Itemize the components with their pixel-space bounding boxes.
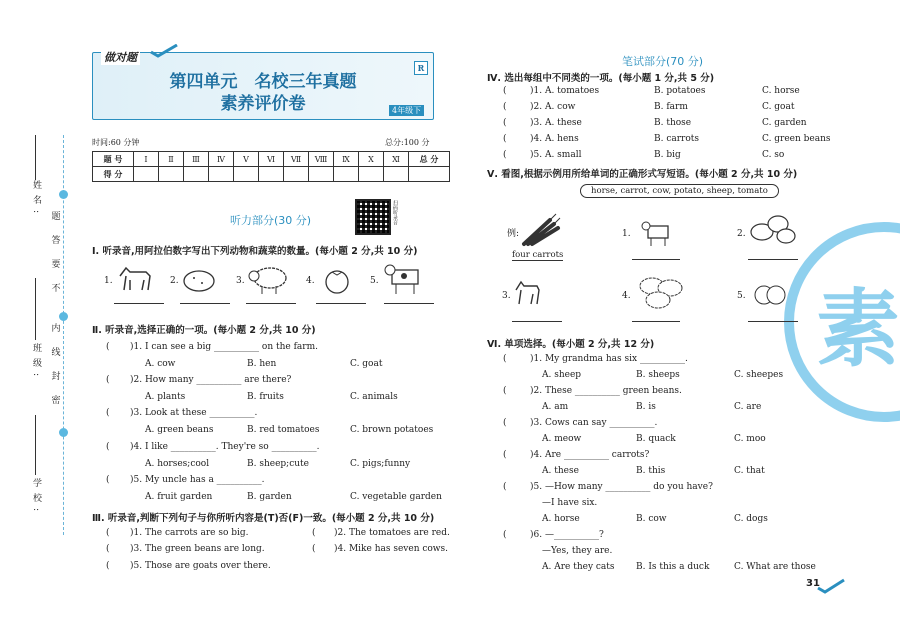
answer-bracket[interactable]: ( [503,450,507,460]
q6-stem: )5. —How many __________ do you have? [530,482,713,492]
answer-bracket[interactable]: ( [106,342,110,352]
answer-bracket[interactable]: ( [312,528,316,538]
answer-bracket[interactable]: ( [503,482,507,492]
q6-option-b: B. Is this a duck [636,562,710,572]
seal-char: 要 [51,260,61,270]
q6-option-b: B. cow [636,514,667,524]
title-line2: 素养评价卷 [220,94,306,114]
answer-bracket[interactable]: ( [312,544,316,554]
q4-option-b: B. farm [654,102,688,112]
q3-item: )5. Those are goats over there. [130,561,271,571]
score-row-label: 得 分 [93,167,134,182]
q1-answer-line[interactable] [114,303,164,304]
q3-item: )2. The tomatoes are red. [334,528,450,538]
page-number: 31 [806,578,820,589]
score-cell[interactable] [184,167,209,182]
q1-num: 2. [170,276,179,286]
q6-option-c: C. are [734,402,762,412]
answer-bracket[interactable]: ( [503,354,507,364]
q5-num: 2. [737,229,746,239]
q1-answer-line[interactable] [246,303,296,304]
seal-char: 答 [51,236,61,246]
q2-stem: )2. How many __________ are there? [130,375,292,385]
tomato-icon [322,266,352,300]
seal-char: 题 [51,212,61,222]
score-header-cell: Ⅰ [134,152,159,167]
title-banner [92,52,434,120]
q5-answer-line[interactable] [632,259,680,260]
answer-bracket[interactable]: ( [106,375,110,385]
score-cell[interactable] [334,167,359,182]
q2-stem: )4. I like __________. They're so __________. [130,442,320,452]
q4-option-b: B. carrots [654,134,699,144]
q6-option-a: A. these [542,466,579,476]
q4-stem: )3. A. these [530,118,582,128]
potatoes-icon [748,212,798,250]
q2-option-a: A. horses;cool [145,459,210,469]
q1-answer-line[interactable] [180,303,230,304]
q6-stem: )6. —__________? [530,530,604,540]
q4-option-b: B. potatoes [654,86,706,96]
q5-answer-line[interactable] [748,259,798,260]
q4-option-b: B. big [654,150,681,160]
exam-time: 时间:60 分钟 [92,138,140,147]
q4-title: Ⅳ. 选出每组中不同类的一项。(每小题 1 分,共 5 分) [487,73,715,84]
answer-bracket[interactable]: ( [503,134,507,144]
answer-bracket[interactable]: ( [503,418,507,428]
title-line1: 第四单元 名校三年真题 [169,72,357,92]
score-cell[interactable] [359,167,384,182]
score-cell[interactable] [284,167,309,182]
q6-option-b: B. quack [636,434,676,444]
q4-stem: )5. A. small [530,150,582,160]
q2-option-a: A. fruit garden [145,492,213,502]
answer-bracket[interactable]: ( [503,86,507,96]
grade-tag: 4年级下 [389,105,424,116]
q3-item: )4. Mike has seven cows. [334,544,448,554]
score-header-cell: Ⅹ [359,152,384,167]
score-header-cell: Ⅸ [334,152,359,167]
checkmark-icon [816,578,846,598]
q1-answer-line[interactable] [384,303,434,304]
q5-title: Ⅴ. 看图,根据示例用所给单词的正确形式写短语。(每小题 2 分,共 10 分) [487,169,798,180]
word-box: horse, carrot, cow, potato, sheep, tomato [580,184,779,198]
q6-option-b: B. this [636,466,666,476]
q6-option-c: C. dogs [734,514,768,524]
q5-num: 5. [737,291,746,301]
q2-option-c: C. brown potatoes [350,425,434,435]
q6-stem: )3. Cows can say __________. [530,418,658,428]
q6-option-a: A. horse [542,514,580,524]
brand-logo: 做对题 [101,49,140,65]
q3-item: )3. The green beans are long. [130,544,265,554]
q1-num: 4. [306,276,315,286]
seal-char: 内 [51,324,61,334]
score-header-cell: 总 分 [409,152,450,167]
qr-caption: 扫码听录音 [392,200,398,225]
q6-option-b: B. sheeps [636,370,680,380]
answer-bracket[interactable]: ( [106,528,110,538]
example-answer: four carrots [512,250,564,260]
q6-dialog-reply: —I have six. [542,498,598,508]
q2-option-a: A. plants [145,392,186,402]
school-line[interactable] [35,415,36,475]
score-cell[interactable] [259,167,284,182]
q1-title: Ⅰ. 听录音,用阿拉伯数字写出下列动物和蔬菜的数量。(每小题 2 分,共 10 分) [92,246,418,257]
q6-option-c: C. that [734,466,765,476]
answer-bracket[interactable]: ( [503,102,507,112]
edition-badge: R [414,61,428,75]
q6-stem: )4. Are __________ carrots? [530,450,650,460]
answer-bracket[interactable]: ( [106,561,110,571]
score-header-cell: Ⅴ [234,152,259,167]
q2-option-b: B. sheep;cute [247,459,309,469]
q2-option-b: B. hen [247,359,277,369]
q4-stem: )1. A. tomatoes [530,86,600,96]
q5-num: 3. [502,291,511,301]
q6-option-c: C. What are those [734,562,816,572]
answer-bracket[interactable]: ( [503,118,507,128]
q2-option-c: C. goat [350,359,383,369]
carrots-icon [520,212,562,252]
example-label: 例: [507,229,520,239]
q1-num: 3. [236,276,245,286]
answer-bracket[interactable]: ( [106,475,110,485]
score-cell[interactable] [159,167,184,182]
q2-option-a: A. green beans [145,425,214,435]
score-header-cell: Ⅲ [184,152,209,167]
score-header-cell: Ⅺ [384,152,409,167]
q2-stem: )1. I can see a big __________ on the farm. [130,342,318,352]
q3-item: )1. The carrots are so big. [130,528,249,538]
seal-char: 封 [51,372,61,382]
score-header-cell: Ⅵ [259,152,284,167]
seal-char: 不 [51,284,61,294]
listening-header: 听力部分(30 分) [230,214,312,227]
q5-answer-line[interactable] [748,321,798,322]
score-table [92,151,450,182]
q6-option-b: B. is [636,402,656,412]
q6-dialog-reply: —Yes, they are. [542,546,613,556]
q1-num: 5. [370,276,379,286]
answer-bracket[interactable]: ( [106,442,110,452]
answer-bracket[interactable]: ( [106,544,110,554]
checkmark-icon [149,43,179,62]
potato-icon [182,268,216,298]
written-header: 笔试部分(70 分) [622,55,704,68]
q1-num: 1. [104,276,113,286]
name-line[interactable] [35,135,36,180]
q4-option-b: B. those [654,118,692,128]
exam-total: 总分:100 分 [385,138,430,147]
q6-stem: )2. These __________ green beans. [530,386,682,396]
tomatoes-icon [752,279,788,311]
seal-dot [59,190,68,199]
horse-icon [513,278,543,312]
q4-option-c: C. horse [762,86,800,96]
q2-option-b: B. fruits [247,392,284,402]
sheep-icon [246,264,292,300]
q6-title: Ⅵ. 单项选择。(每小题 2 分,共 12 分) [487,339,655,350]
school-label: 学校: [31,478,41,518]
q6-option-a: A. am [542,402,569,412]
score-header-row [93,152,450,167]
q2-option-a: A. cow [145,359,176,369]
q6-option-a: A. meow [542,434,582,444]
score-cell[interactable] [384,167,409,182]
answer-bracket[interactable]: ( [503,530,507,540]
q4-option-c: C. so [762,150,785,160]
q6-option-c: C. moo [734,434,766,444]
score-cell[interactable] [309,167,334,182]
q2-stem: )5. My uncle has a __________. [130,475,265,485]
score-cell[interactable] [134,167,159,182]
score-cell[interactable] [234,167,259,182]
score-header-cell: Ⅱ [159,152,184,167]
name-label: 姓名: [31,180,41,220]
q4-stem: )2. A. cow [530,102,576,112]
class-label: 班级: [31,343,41,383]
q5-answer-line[interactable] [512,321,562,322]
answer-bracket[interactable]: ( [503,386,507,396]
q6-option-a: A. Are they cats [542,562,615,572]
q5-answer-line[interactable] [632,321,680,322]
q5-num: 4. [622,291,631,301]
q6-stem: )1. My grandma has six __________. [530,354,688,364]
q1-answer-line[interactable] [316,303,366,304]
score-value-row [93,167,450,182]
q2-option-b: B. garden [247,492,292,502]
q2-stem: )3. Look at these __________. [130,408,258,418]
q3-title: Ⅲ. 听录音,判断下列句子与你所听内容是(T)否(F)一致。(每小题 2 分,共 10 分) [92,513,435,524]
q4-option-c: C. goat [762,102,795,112]
seal-char: 线 [51,348,61,358]
q4-option-c: C. green beans [762,134,831,144]
score-cell[interactable] [209,167,234,182]
q4-option-c: C. garden [762,118,807,128]
q2-option-c: C. vegetable garden [350,492,442,502]
answer-bracket[interactable]: ( [503,150,507,160]
score-header-cell: Ⅷ [309,152,334,167]
horse-icon [116,262,156,298]
score-header-cell: Ⅶ [284,152,309,167]
q4-stem: )4. A. hens [530,134,579,144]
score-header-cell: 题 号 [93,152,134,167]
qr-code-icon[interactable] [355,199,391,235]
stamp-char: 素 [816,280,900,378]
seal-char: 密 [51,396,61,406]
q2-option-c: C. animals [350,392,398,402]
score-header-cell: Ⅳ [209,152,234,167]
score-cell[interactable] [409,167,450,182]
q2-title: Ⅱ. 听录音,选择正确的一项。(每小题 2 分,共 10 分) [92,325,316,336]
cow-icon [382,260,426,300]
cow-icon [640,218,674,252]
q2-option-c: C. pigs;funny [350,459,411,469]
q2-option-b: B. red tomatoes [247,425,320,435]
seal-dot [59,428,68,437]
class-line[interactable] [35,278,36,340]
q6-option-a: A. sheep [542,370,582,380]
q5-num: 1. [622,229,631,239]
sheep-icon [636,274,686,314]
answer-bracket[interactable]: ( [106,408,110,418]
seal-warning [50,205,62,413]
q6-option-c: C. sheepes [734,370,784,380]
